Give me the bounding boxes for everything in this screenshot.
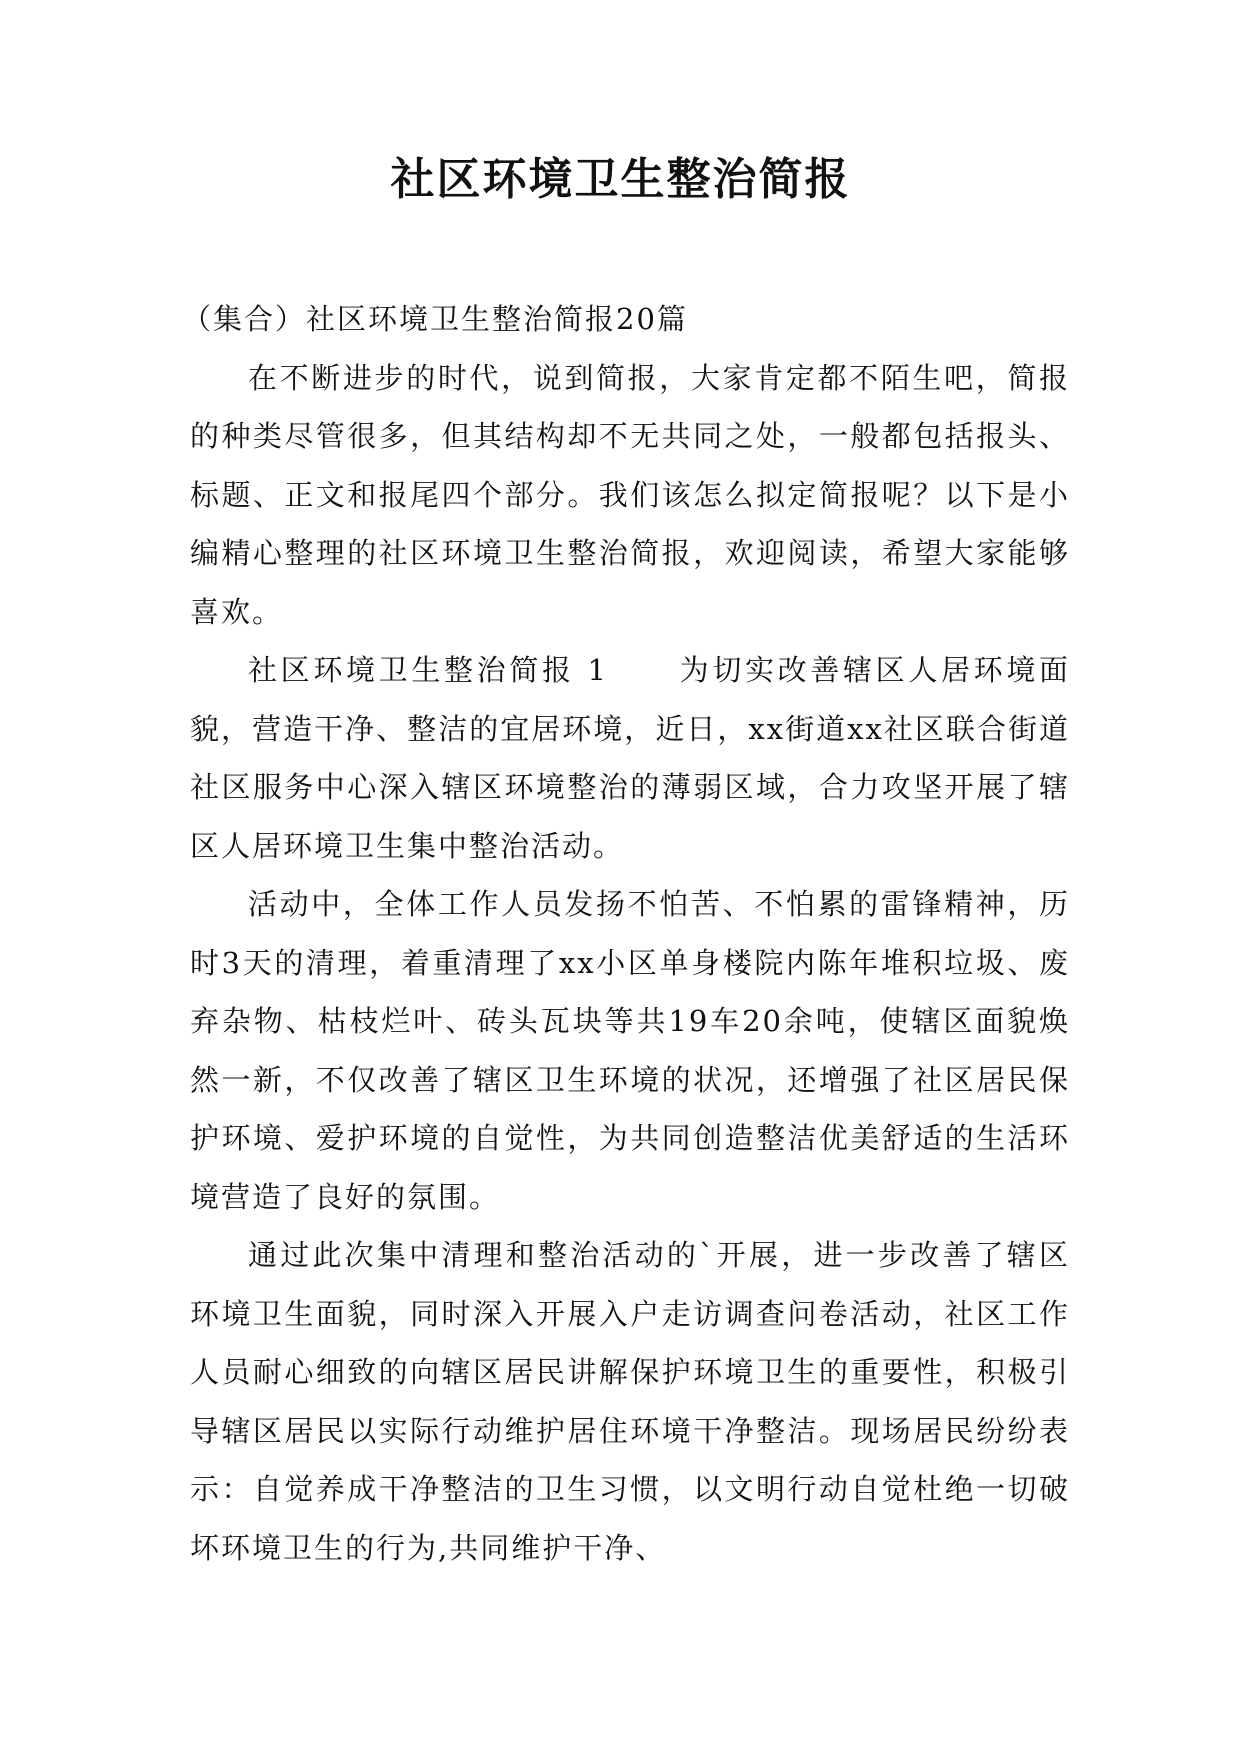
document-subtitle: （集合）社区环境卫生整治简报20篇 xyxy=(182,302,688,336)
outcome-paragraph: 通过此次集中清理和整治活动的`开展，进一步改善了辖区环境卫生面貌，同时深入开展入户走访调查问卷活动，社区工作人员耐心细致的向辖区居民讲解保护环境卫生的重要性，积极引导辖区居民以实际行动维护居住环境干净整洁。现场居民纷纷表示：自觉养成干净整洁的卫生习惯，以文明行动自觉杜绝一切破坏环境卫生的行为,共同维护干净、 xyxy=(190,1238,1070,1565)
document-title: 社区环境卫生整治简报 xyxy=(390,154,851,205)
section-1-text: 为切实改善辖区人居环境面貌，营造干净、整洁的宜居环境，近日，xx街道xx社区联合街道社区服务中心深入辖区环境整治的薄弱区域，合力攻坚开展了辖区人居环境卫生集中整治活动。 xyxy=(190,653,1070,863)
section-1-heading: 社区环境卫生整治简报 1 xyxy=(248,653,608,687)
section-1-paragraph xyxy=(190,641,1070,875)
document-body xyxy=(182,290,1070,1577)
intro-paragraph: 在不断进步的时代，说到简报，大家肯定都不陌生吧，简报的种类尽管很多，但其结构却不无共同之处，一般都包括报头、标题、正文和报尾四个部分。我们该怎么拟定简报呢？以下是小编精心整理的社区环境卫生整治简报，欢迎阅读，希望大家能够喜欢。 xyxy=(190,360,1070,629)
activity-paragraph: 活动中，全体工作人员发扬不怕苦、不怕累的雷锋精神，历时3天的清理，着重清理了xx小区单身楼院内陈年堆积垃圾、废弃杂物、枯枝烂叶、砖头瓦块等共19车20余吨，使辖区面貌焕然一新，不仅改善了辖区卫生环境的状况，还增强了社区居民保护环境、爱护环境的自觉性，为共同创造整洁优美舒适的生活环境营造了良好的氛围。 xyxy=(190,887,1070,1214)
